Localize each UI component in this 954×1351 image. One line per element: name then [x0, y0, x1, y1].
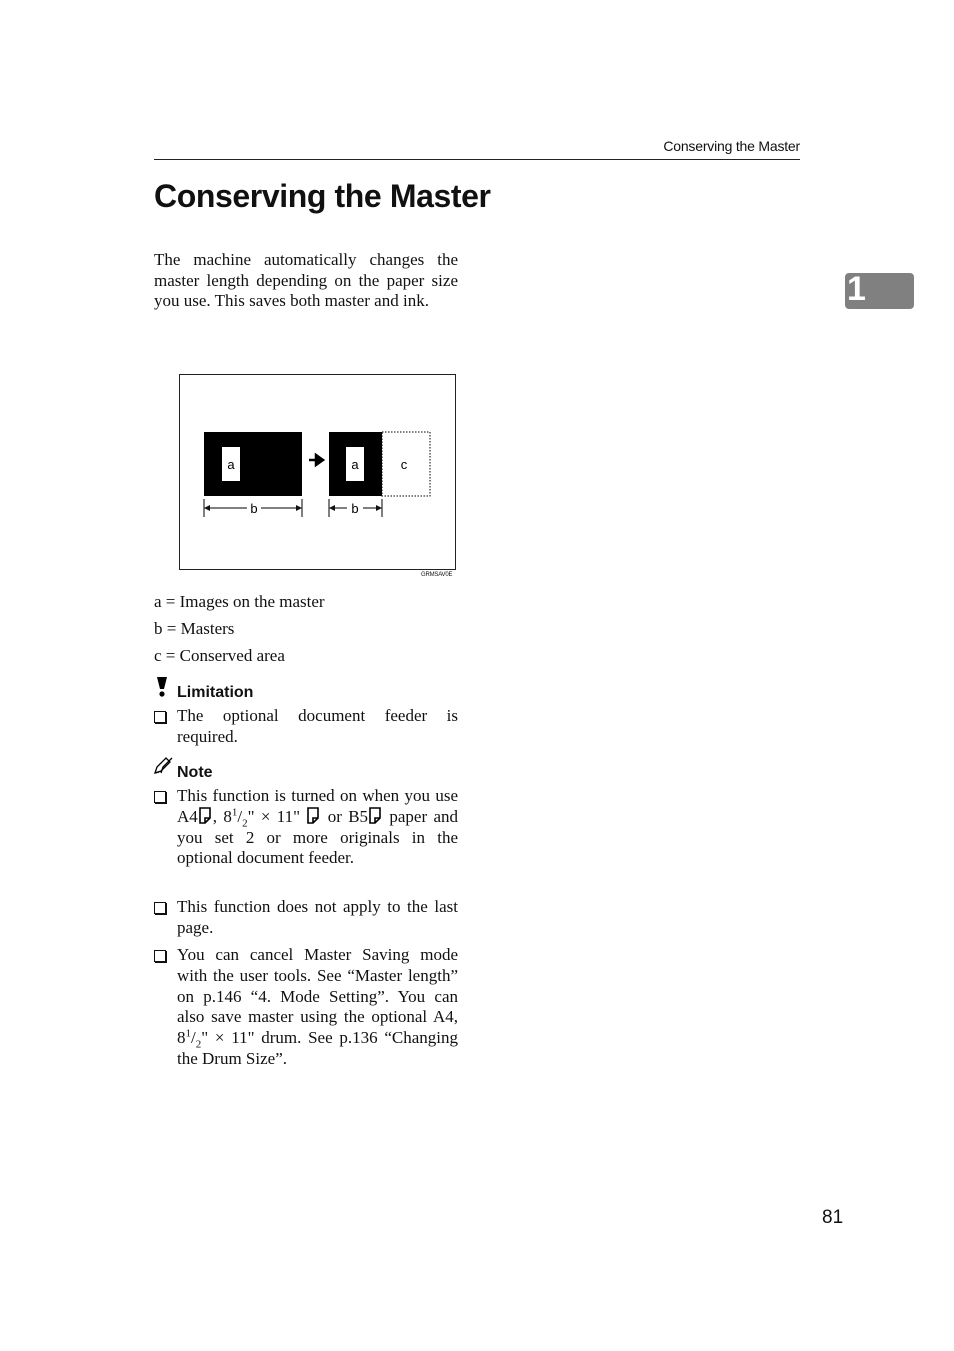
limitation-item	[154, 706, 458, 748]
legend-item-b: b = Masters	[154, 619, 235, 638]
limitation-item-text: The optional document feeder is required.	[177, 706, 458, 746]
portrait-paper-icon	[307, 807, 320, 824]
note-heading-text: Note	[177, 764, 213, 781]
checkbox-bullet-icon	[154, 791, 166, 803]
note-item-1: This function is turned on when you use A4 , $8^1/_2$" × 11" or B5 paper and you set 2 or more originals in the optional document feeder.	[154, 786, 458, 869]
label-a-right: a	[351, 457, 359, 472]
legend-item-a: a = Images on the master	[154, 592, 325, 611]
limitation-heading-text: Limitation	[177, 684, 254, 701]
label-b-left: b	[250, 501, 258, 516]
note-1-part-4: or B5	[321, 806, 369, 826]
running-header: Conserving the Master	[154, 138, 800, 160]
note-1-part-3: " × 11"	[247, 806, 307, 826]
exclamation-icon	[154, 676, 170, 698]
label-b-right: b	[351, 501, 359, 516]
fraction-numerator: 1	[185, 1027, 191, 1040]
note-item-3: You can cancel Master Saving mode with the user tools. See “Master length” on p.146 “4. Mode Setting”. You can also save master using the optional A4, $8^1/_2$" × 11" drum. See p.136 “Changing the Drum Size”.	[154, 945, 458, 1070]
intro-paragraph: The machine automatically changes the master length depending on the paper size you use. This saves both master and ink.	[154, 250, 458, 311]
arrow-right-icon	[309, 455, 323, 465]
portrait-paper-icon	[199, 807, 212, 824]
label-c: c	[400, 457, 408, 472]
pencil-icon	[154, 756, 174, 776]
note-1-part-2: , 8	[212, 806, 232, 826]
checkbox-bullet-icon	[154, 711, 166, 723]
checkbox-bullet-icon	[154, 902, 166, 914]
fraction-numerator: 1	[231, 806, 238, 819]
portrait-paper-icon	[369, 807, 382, 824]
legend-item-c: c = Conserved area	[154, 646, 285, 665]
master-diagram	[180, 375, 455, 569]
chapter-tab	[845, 270, 914, 309]
note-3-part-1: You can cancel Master Saving mode with the user tools. See “Master length” on p.146 “4. Mode Setting”. You can also save master using the optional A4, 8	[177, 945, 458, 1048]
fraction-denominator: 2	[242, 817, 248, 830]
page-number: 81	[822, 1207, 844, 1228]
note-1-part-1: This function is turned on when you use A4	[177, 786, 458, 826]
full-master-block	[204, 432, 302, 496]
chapter-number: 1	[847, 270, 866, 308]
note-3-part-2: " × 11" drum. See p.136 “Changing the Drum Size”.	[177, 1028, 458, 1068]
note-item-2-text: This function does not apply to the last page.	[177, 897, 458, 937]
master-length-figure	[179, 374, 456, 570]
note-1-part-5: paper and you set 2 or more originals in the optional document feeder.	[177, 806, 459, 868]
note-item-2	[154, 897, 458, 939]
figure-code: GRMSAV0E	[421, 572, 453, 578]
label-a-left: a	[227, 457, 235, 472]
page-title: Conserving the Master	[154, 178, 491, 214]
checkbox-bullet-icon	[154, 950, 166, 962]
fraction-denominator: 2	[195, 1038, 202, 1051]
